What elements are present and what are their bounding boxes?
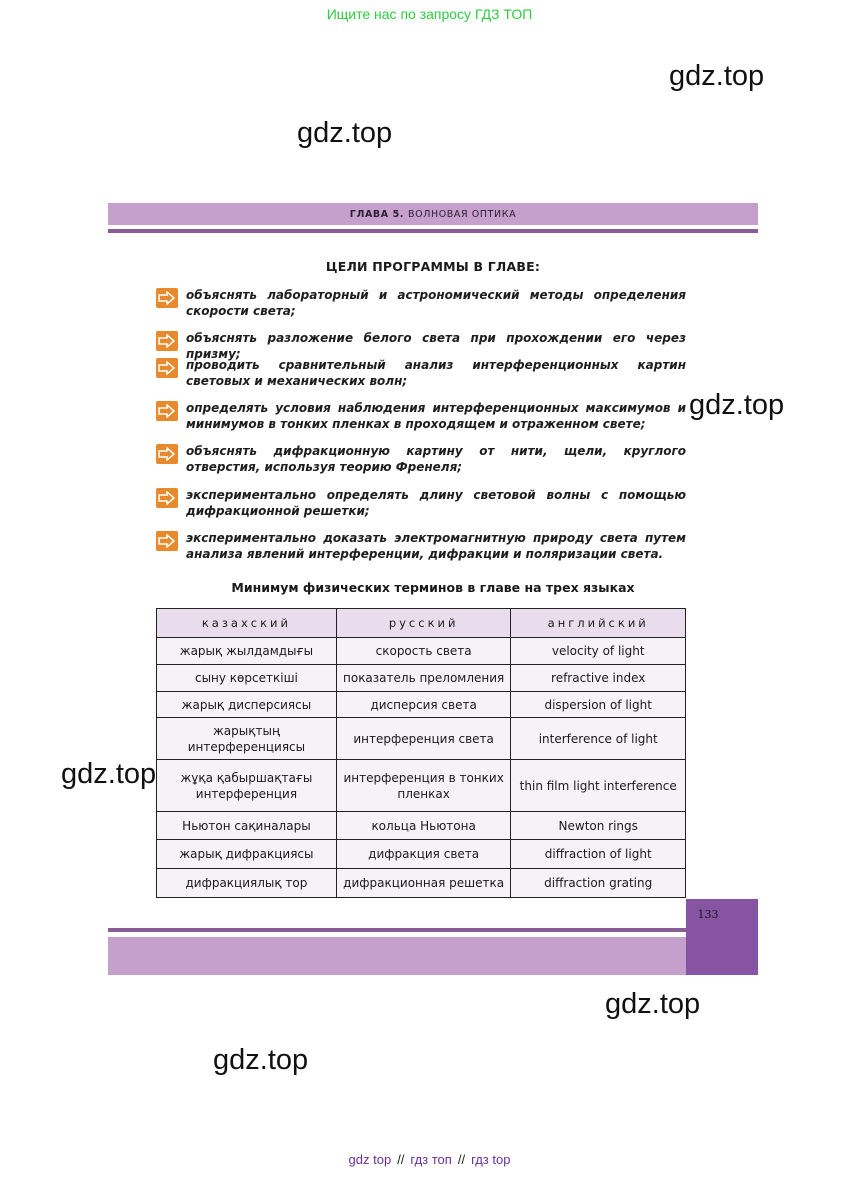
table-row xyxy=(157,869,686,898)
search-hint-link[interactable]: Ищите нас по запросу ГДЗ ТОП xyxy=(326,6,533,22)
table-cell: refractive index xyxy=(511,665,686,692)
table-cell: dispersion of light xyxy=(511,692,686,718)
goals-title: ЦЕЛИ ПРОГРАММЫ В ГЛАВЕ: xyxy=(325,259,541,274)
table-cell: дисперсия света xyxy=(336,692,511,718)
page-number: 133 xyxy=(697,908,719,921)
link-separator: // xyxy=(457,1152,466,1167)
footer-divider xyxy=(108,928,686,932)
goal-item xyxy=(156,357,686,389)
table-cell: интерференция света xyxy=(336,718,511,760)
goal-item xyxy=(156,400,686,432)
arrow-right-icon xyxy=(156,331,178,351)
watermark: gdz.top xyxy=(669,60,765,92)
table-row xyxy=(157,718,686,760)
arrow-right-icon xyxy=(156,488,178,508)
table-cell: жарықтың интерференциясы xyxy=(157,718,337,760)
table-cell: кольца Ньютона xyxy=(336,812,511,840)
footer-bar xyxy=(108,937,686,975)
table-cell: интерференция в тонких пленках xyxy=(336,760,511,812)
bottom-link[interactable]: gdz top xyxy=(348,1152,392,1167)
table-header-row xyxy=(157,609,686,638)
table-row xyxy=(157,840,686,869)
table-cell: дифракциялық тор xyxy=(157,869,337,898)
table-cell: скорость света xyxy=(336,638,511,665)
goal-text: экспериментально определять длину световой волны с помощью дифракционной решетки; xyxy=(186,488,686,518)
table-row xyxy=(157,638,686,665)
bottom-link[interactable]: гдз топ xyxy=(410,1152,452,1167)
table-cell: сыну көрсеткіші xyxy=(157,665,337,692)
table-row xyxy=(157,665,686,692)
column-header-kazakh: казахский xyxy=(157,609,337,638)
table-cell: жарық дисперсиясы xyxy=(157,692,337,718)
goal-item xyxy=(156,287,686,319)
table-cell: diffraction grating xyxy=(511,869,686,898)
table-cell: жарық жылдамдығы xyxy=(157,638,337,665)
watermark: gdz.top xyxy=(297,117,393,149)
terms-table xyxy=(156,608,686,898)
chapter-header xyxy=(108,203,758,225)
goal-item xyxy=(156,443,686,475)
goal-text: определять условия наблюдения интерференционных максимумов и минимумов в тонких пленках в проходящем и отраженном свете; xyxy=(186,401,686,431)
header-divider xyxy=(108,229,758,233)
terms-title: Минимум физических терминов в главе на трех языках xyxy=(231,580,635,595)
column-header-english: английский xyxy=(511,609,686,638)
table-cell: Newton rings xyxy=(511,812,686,840)
goal-text: проводить сравнительный анализ интерференционных картин световых и механических волн; xyxy=(186,358,686,388)
watermark: gdz.top xyxy=(61,758,157,790)
table-cell: thin film light interference xyxy=(511,760,686,812)
chapter-title: ВОЛНОВАЯ ОПТИКА xyxy=(408,208,517,220)
arrow-right-icon xyxy=(156,444,178,464)
table-cell: diffraction of light xyxy=(511,840,686,869)
chapter-number: ГЛАВА 5. xyxy=(349,208,405,220)
goal-text: объяснять разложение белого света при прохождении его через призму; xyxy=(186,331,686,361)
goal-item xyxy=(156,530,686,562)
table-cell: жұқа қабыршақтағы интерференция xyxy=(157,760,337,812)
table-cell: дифракция света xyxy=(336,840,511,869)
goal-text: экспериментально доказать электромагнитную природу света путем анализа явлений интерференции, дифракции и поляризации света. xyxy=(186,531,686,561)
table-cell: velocity of light xyxy=(511,638,686,665)
table-cell: дифракционная решетка xyxy=(336,869,511,898)
watermark: gdz.top xyxy=(213,1044,309,1076)
goal-text: объяснять дифракционную картину от нити, щели, круглого отверстия, используя теорию Френеля; xyxy=(186,444,686,474)
table-cell: показатель преломления xyxy=(336,665,511,692)
table-cell: жарық дифракциясы xyxy=(157,840,337,869)
arrow-right-icon xyxy=(156,531,178,551)
table-row xyxy=(157,692,686,718)
table-row xyxy=(157,760,686,812)
table-row xyxy=(157,812,686,840)
table-cell: Ньютон сақиналары xyxy=(157,812,337,840)
goal-item xyxy=(156,487,686,519)
link-separator: // xyxy=(397,1152,405,1167)
arrow-right-icon xyxy=(156,358,178,378)
bottom-link[interactable]: гдз top xyxy=(471,1152,511,1167)
arrow-right-icon xyxy=(156,401,178,421)
goal-text: объяснять лабораторный и астрономический методы определения скорости света; xyxy=(186,288,686,318)
column-header-russian: русский xyxy=(336,609,511,638)
watermark: gdz.top xyxy=(605,988,701,1020)
arrow-right-icon xyxy=(156,288,178,308)
watermark: gdz.top xyxy=(689,389,785,421)
table-cell: interference of light xyxy=(511,718,686,760)
bottom-links xyxy=(0,1152,859,1167)
